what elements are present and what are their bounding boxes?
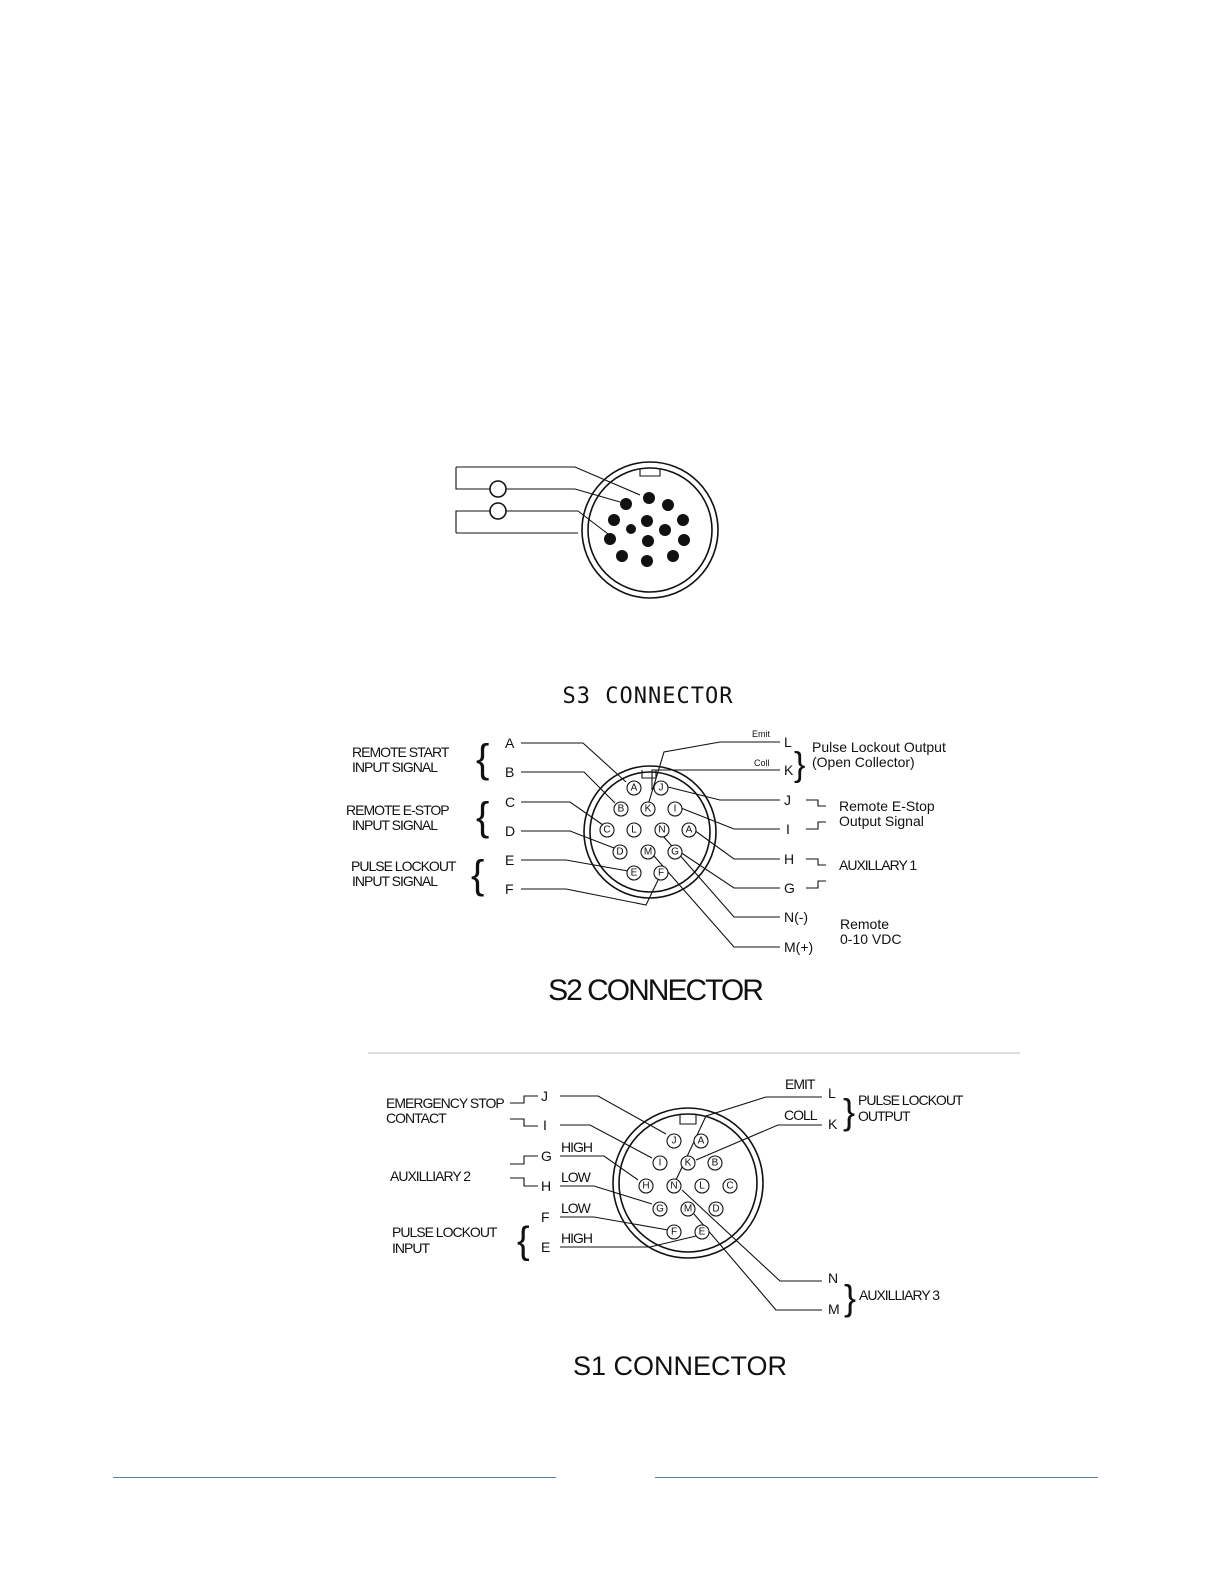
s2-pin-a-label: A bbox=[505, 735, 515, 751]
s2-coll-label: Coll bbox=[754, 758, 770, 768]
s2-pin-i-label: I bbox=[786, 821, 790, 837]
s2-pin-label: J bbox=[658, 782, 664, 794]
s1-pulse-output-label-2: OUTPUT bbox=[858, 1108, 910, 1124]
s1-wire-j bbox=[560, 1096, 666, 1134]
s2-pulse-lockout-label-2: INPUT SIGNAL bbox=[352, 873, 437, 889]
s2-emit-label: Emit bbox=[752, 729, 770, 739]
s1-brace-pulse-input: { bbox=[517, 1220, 530, 1262]
s2-switch-g bbox=[806, 881, 826, 888]
s1-pin-n-label: N bbox=[828, 1270, 839, 1286]
s3-pin-i bbox=[659, 524, 671, 536]
s2-pin-k-label: K bbox=[784, 762, 794, 778]
s2-pin-g-label: G bbox=[784, 880, 795, 896]
s1-emit-label: EMIT bbox=[785, 1076, 815, 1092]
s2-pin-label: C bbox=[603, 824, 611, 836]
s1-high-label-2: HIGH bbox=[561, 1230, 592, 1246]
s2-brace-pulse-output: } bbox=[794, 746, 806, 784]
s1-pin-f-label: F bbox=[541, 1209, 550, 1225]
s3-component-lower bbox=[490, 503, 506, 519]
s1-high-label: HIGH bbox=[561, 1139, 592, 1155]
s1-pin-label: G bbox=[656, 1203, 664, 1215]
s2-remote-label-2: 0-10 VDC bbox=[840, 931, 902, 947]
s2-pin-label: A bbox=[630, 782, 638, 794]
s2-wire-d bbox=[521, 831, 614, 848]
s2-remote-start-label-2: INPUT SIGNAL bbox=[352, 759, 437, 775]
s3-pin-n bbox=[626, 524, 636, 534]
s2-aux1-label: AUXILLARY 1 bbox=[839, 857, 917, 873]
s1-aux2-label: AUXILLIARY 2 bbox=[390, 1168, 471, 1184]
s1-pin-label: B bbox=[711, 1157, 719, 1169]
footer-rule-left bbox=[113, 1477, 556, 1478]
s1-pin-label: F bbox=[670, 1226, 678, 1238]
s1-wire-f-low bbox=[560, 1217, 668, 1230]
s1-estop-label: EMERGENCY STOP bbox=[386, 1095, 504, 1111]
s2-pin-label: A bbox=[685, 824, 693, 836]
s1-wire-k bbox=[696, 1125, 822, 1160]
s1-pin-g-label: G bbox=[541, 1148, 552, 1164]
s3-pin-h bbox=[678, 534, 690, 546]
s1-pin-label: J bbox=[671, 1135, 677, 1147]
s2-pin-label: B bbox=[617, 803, 625, 815]
s1-pin-label: D bbox=[712, 1203, 720, 1215]
s3-pin-c bbox=[608, 514, 620, 526]
s2-wire-h bbox=[694, 830, 780, 859]
s1-pin-m-label: M bbox=[828, 1301, 840, 1317]
s3-key-notch bbox=[640, 469, 660, 476]
s1-pulse-output-label: PULSE LOCKOUT bbox=[858, 1092, 963, 1108]
s1-pin-e-label: E bbox=[541, 1239, 551, 1255]
s1-pulse-input-label-2: INPUT bbox=[392, 1240, 429, 1256]
s2-switch-j bbox=[806, 800, 826, 806]
s2-switch-i bbox=[806, 822, 826, 829]
s3-pin-m bbox=[642, 535, 654, 547]
s2-pin-label: I bbox=[673, 803, 677, 815]
s2-wire-l bbox=[648, 742, 780, 805]
s2-pin-f-label: F bbox=[505, 881, 514, 897]
s1-wire-m bbox=[694, 1214, 822, 1310]
s2-pin-label: L bbox=[631, 824, 637, 836]
s2-wire-e bbox=[521, 860, 628, 871]
s1-switch-i bbox=[510, 1119, 538, 1126]
s2-pin-label: N bbox=[658, 824, 666, 836]
s1-pin-h-label: H bbox=[541, 1178, 552, 1194]
s2-pin-m-label: M(+) bbox=[784, 939, 814, 955]
s3-component-upper bbox=[490, 481, 506, 497]
s1-low-label-2: LOW bbox=[561, 1200, 590, 1216]
s2-remote-estop-label: REMOTE E-STOP bbox=[346, 802, 449, 818]
s2-pin-n-label: N(-) bbox=[784, 909, 809, 925]
s2-pin-label: E bbox=[630, 867, 638, 879]
s1-pin-i-label: I bbox=[543, 1117, 547, 1133]
s2-pulse-output-label-2: (Open Collector) bbox=[812, 754, 915, 770]
s3-pin-k bbox=[662, 499, 674, 511]
s1-aux3-label: AUXILLIARY 3 bbox=[859, 1287, 940, 1303]
s2-wire-g bbox=[680, 852, 780, 888]
s1-pin-label: C bbox=[726, 1180, 734, 1192]
s1-coll-label: COLL bbox=[784, 1107, 817, 1123]
s2-pulse-lockout-label: PULSE LOCKOUT bbox=[351, 858, 456, 874]
s1-pin-label: E bbox=[698, 1226, 706, 1238]
s2-remote-label: Remote bbox=[840, 916, 890, 932]
s1-pin-label: K bbox=[684, 1157, 692, 1169]
s2-connector-drawing bbox=[346, 729, 946, 1007]
s3-pin-f bbox=[641, 555, 653, 567]
s2-pin-e-label: E bbox=[505, 852, 515, 868]
s2-pin-j-label: J bbox=[784, 792, 791, 808]
s1-title: S1 CONNECTOR bbox=[572, 1351, 788, 1381]
s2-brace-remote-start: { bbox=[476, 737, 490, 781]
s2-pin-l-label: L bbox=[784, 734, 792, 750]
s1-switch-h bbox=[510, 1178, 538, 1186]
s1-switch-g bbox=[510, 1156, 538, 1164]
s2-pin-label: K bbox=[644, 803, 652, 815]
s3-connector-drawing bbox=[456, 462, 733, 709]
s2-estop-output-label: Remote E-Stop bbox=[839, 798, 935, 814]
s1-pulse-input-label: PULSE LOCKOUT bbox=[392, 1224, 497, 1240]
s2-pin-label: F bbox=[657, 867, 665, 879]
s3-title: S3 CONNECTOR bbox=[562, 684, 734, 709]
s1-brace-pulse-output: } bbox=[843, 1091, 856, 1132]
s2-remote-estop-label-2: INPUT SIGNAL bbox=[352, 817, 437, 833]
s2-pin-d-label: D bbox=[505, 823, 516, 839]
s1-pin-label: I bbox=[658, 1157, 662, 1169]
s2-pin-c-label: C bbox=[505, 794, 516, 810]
s2-pin-label: M bbox=[643, 846, 653, 858]
s1-pin-k-label: K bbox=[828, 1116, 838, 1132]
s2-wire-k bbox=[652, 770, 780, 790]
s3-pin-g bbox=[667, 550, 679, 562]
s1-low-label: LOW bbox=[561, 1169, 590, 1185]
s2-wire-a bbox=[521, 743, 626, 782]
s2-remote-start-label: REMOTE START bbox=[352, 744, 449, 760]
s3-pin-a bbox=[643, 492, 655, 504]
s2-brace-remote-estop: { bbox=[476, 795, 490, 839]
s3-pin-j bbox=[677, 514, 689, 526]
s1-pin-label: N bbox=[670, 1180, 678, 1192]
s3-pin-l bbox=[641, 515, 653, 527]
s2-title: S2 CONNECTOR bbox=[548, 974, 762, 1007]
s2-pin-b-label: B bbox=[505, 764, 515, 780]
footer-rule-right bbox=[655, 1477, 1098, 1478]
s2-pin-h-label: H bbox=[784, 851, 795, 867]
s1-pin-j-label: J bbox=[541, 1088, 548, 1104]
s2-pin-label: G bbox=[671, 846, 679, 858]
s2-switch-h bbox=[806, 859, 826, 865]
s1-outer-ring bbox=[613, 1108, 763, 1258]
s1-pin-label: M bbox=[683, 1203, 693, 1215]
s1-pin-l-label: L bbox=[828, 1085, 836, 1101]
s1-key-notch bbox=[680, 1114, 696, 1124]
s1-connector-drawing bbox=[386, 1076, 964, 1381]
s1-brace-aux3: } bbox=[844, 1277, 857, 1318]
s3-wire-loop-lower bbox=[456, 511, 494, 533]
s3-inner-ring bbox=[588, 468, 712, 592]
s1-pin-label: L bbox=[699, 1180, 705, 1192]
s2-estop-output-label-2: Output Signal bbox=[839, 813, 924, 829]
s3-pin-e bbox=[616, 550, 628, 562]
s1-estop-label-2: CONTACT bbox=[386, 1110, 446, 1126]
s3-pin-b bbox=[620, 498, 632, 510]
s2-key-notch bbox=[642, 770, 656, 778]
s1-switch-j bbox=[510, 1096, 538, 1103]
s2-pin-label: D bbox=[616, 846, 624, 858]
s2-pulse-output-label: Pulse Lockout Output bbox=[812, 739, 946, 755]
s2-wire-j bbox=[668, 787, 780, 800]
s1-pin-label: A bbox=[697, 1135, 705, 1147]
s2-brace-pulse-lockout: { bbox=[471, 853, 485, 897]
s2-wire-m bbox=[654, 856, 780, 947]
s3-pin-d bbox=[604, 533, 616, 545]
s1-pin-label: H bbox=[642, 1180, 650, 1192]
s2-wire-i bbox=[681, 808, 780, 829]
